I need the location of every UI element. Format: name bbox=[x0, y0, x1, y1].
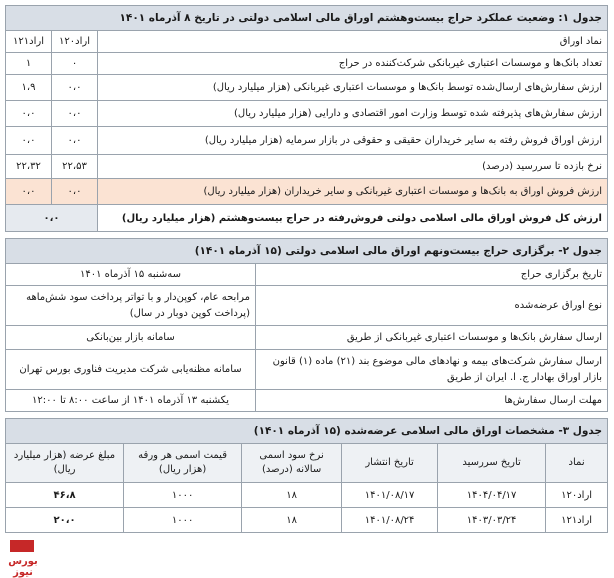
cell-face-value: ۱۰۰۰ bbox=[124, 508, 242, 533]
cell-amount: ۴۶،۸ bbox=[6, 483, 124, 508]
row-value-1: ۰ bbox=[52, 53, 98, 75]
table-1 bbox=[5, 5, 608, 232]
total-label: ارزش کل فروش اوراق مالی اسلامی دولتی فروش‌رفته در حراج بیست‌وهشتم (هزار میلیارد ریال) bbox=[98, 205, 608, 232]
table-1-header-col2: اراد۱۲۱ bbox=[6, 31, 52, 53]
row-label: ارسال سفارش بانک‌ها و موسسات اعتباری غیربانکی از طریق bbox=[256, 326, 608, 350]
document bbox=[5, 5, 607, 533]
table-3-title: جدول ۳- مشخصات اوراق مالی اسلامی عرضه‌شده (۱۵ آذرماه ۱۴۰۱) bbox=[6, 419, 608, 444]
table-row bbox=[6, 101, 608, 127]
header-symbol: نماد bbox=[546, 444, 608, 483]
row-value-1: ۲۲،۵۳ bbox=[52, 155, 98, 179]
row-value-2: ۲۲،۳۲ bbox=[6, 155, 52, 179]
row-value-2: ۰،۰ bbox=[6, 179, 52, 205]
cell-symbol: اراد۱۲۰ bbox=[546, 483, 608, 508]
row-value-1: ۰،۰ bbox=[52, 75, 98, 101]
cell-issue-date: ۱۴۰۱/۰۸/۱۷ bbox=[342, 483, 438, 508]
row-value: یکشنبه ۱۳ آذرماه ۱۴۰۱ از ساعت ۸:۰۰ تا ۱۲:۰۰ bbox=[6, 390, 256, 412]
logo-mark-icon bbox=[10, 540, 34, 552]
table-1-title: جدول ۱: وضعیت عملکرد حراج بیست‌وهشتم اوراق مالی اسلامی دولتی در تاریخ ۸ آذرماه ۱۴۰۱ bbox=[6, 6, 608, 31]
table-3-header-row bbox=[6, 444, 608, 483]
table-row bbox=[6, 264, 608, 286]
table-row bbox=[6, 350, 608, 390]
table-row bbox=[6, 53, 608, 75]
row-label: ارسال سفارش شرکت‌های بیمه و نهادهای مالی موضوع بند (۲۱) ماده (۱) قانون بازار اوراق بهادار ج. ا. ایران از طریق bbox=[256, 350, 608, 390]
row-value-2: ۱ bbox=[6, 53, 52, 75]
watermark-logo bbox=[1, 536, 43, 576]
row-label: تعداد بانک‌ها و موسسات اعتباری غیربانکی شرکت‌کننده در حراج bbox=[98, 53, 608, 75]
cell-face-value: ۱۰۰۰ bbox=[124, 483, 242, 508]
row-value: سامانه بازار بین‌بانکی bbox=[6, 326, 256, 350]
watermark-text: بورس نیوز bbox=[8, 556, 38, 578]
row-value-2: ۱،۹ bbox=[6, 75, 52, 101]
table-row bbox=[6, 326, 608, 350]
cell-rate: ۱۸ bbox=[242, 483, 342, 508]
row-value: سامانه مظنه‌یابی شرکت مدیریت فناوری بورس تهران bbox=[6, 350, 256, 390]
cell-rate: ۱۸ bbox=[242, 508, 342, 533]
cell-maturity: ۱۴۰۳/۰۳/۲۴ bbox=[438, 508, 546, 533]
row-value-2: ۰،۰ bbox=[6, 101, 52, 127]
table-row bbox=[6, 508, 608, 533]
row-label: تاریخ برگزاری حراج bbox=[256, 264, 608, 286]
row-label: ارزش فروش اوراق به بانک‌ها و موسسات اعتباری غیربانکی و سایر خریداران (هزار میلیارد ریال) bbox=[98, 179, 608, 205]
cell-issue-date: ۱۴۰۱/۰۸/۲۴ bbox=[342, 508, 438, 533]
table-row bbox=[6, 75, 608, 101]
table-row bbox=[6, 127, 608, 155]
row-label: ارزش اوراق فروش رفته به سایر خریداران حقیقی و حقوقی در بازار سرمایه (هزار میلیارد ریال) bbox=[98, 127, 608, 155]
table-3 bbox=[5, 418, 608, 533]
row-value: سه‌شنبه ۱۵ آذرماه ۱۴۰۱ bbox=[6, 264, 256, 286]
table-row bbox=[6, 390, 608, 412]
table-1-header-col1: اراد۱۲۰ bbox=[52, 31, 98, 53]
row-value-2: ۰،۰ bbox=[6, 127, 52, 155]
table-row bbox=[6, 155, 608, 179]
row-value-1: ۰،۰ bbox=[52, 127, 98, 155]
row-label: ارزش سفارش‌های پذیرفته شده توسط وزارت امور اقتصادی و دارایی (هزار میلیارد ریال) bbox=[98, 101, 608, 127]
header-maturity: تاریخ سررسید bbox=[438, 444, 546, 483]
row-value-1: ۰،۰ bbox=[52, 101, 98, 127]
row-label: نوع اوراق عرضه‌شده bbox=[256, 286, 608, 326]
table-2 bbox=[5, 238, 608, 412]
header-face-value: قیمت اسمی هر ورقه (هزار ریال) bbox=[124, 444, 242, 483]
row-value-1: ۰،۰ bbox=[52, 179, 98, 205]
table-row-highlighted bbox=[6, 179, 608, 205]
row-label: نرخ بازده تا سررسید (درصد) bbox=[98, 155, 608, 179]
cell-symbol: اراد۱۲۱ bbox=[546, 508, 608, 533]
row-value: مرابحه عام، کوپن‌دار و با تواتر پرداخت سود شش‌ماهه (پرداخت کوپن دوبار در سال) bbox=[6, 286, 256, 326]
header-amount: مبلغ عرضه (هزار میلیارد ریال) bbox=[6, 444, 124, 483]
row-label: ارزش سفارش‌های ارسال‌شده توسط بانک‌ها و موسسات اعتباری غیربانکی (هزار میلیارد ریال) bbox=[98, 75, 608, 101]
table-2-title: جدول ۲- برگزاری حراج بیست‌ونهم اوراق مالی اسلامی دولتی (۱۵ آذرماه ۱۴۰۱) bbox=[6, 239, 608, 264]
table-1-header-label: نماد اوراق bbox=[98, 31, 608, 53]
header-rate: نرخ سود اسمی سالانه (درصد) bbox=[242, 444, 342, 483]
cell-maturity: ۱۴۰۴/۰۴/۱۷ bbox=[438, 483, 546, 508]
cell-amount: ۲۰،۰ bbox=[6, 508, 124, 533]
table-row bbox=[6, 483, 608, 508]
header-issue-date: تاریخ انتشار bbox=[342, 444, 438, 483]
row-label: مهلت ارسال سفارش‌ها bbox=[256, 390, 608, 412]
table-1-total-row bbox=[6, 205, 608, 232]
total-value: ۰،۰ bbox=[6, 205, 98, 232]
table-row bbox=[6, 286, 608, 326]
